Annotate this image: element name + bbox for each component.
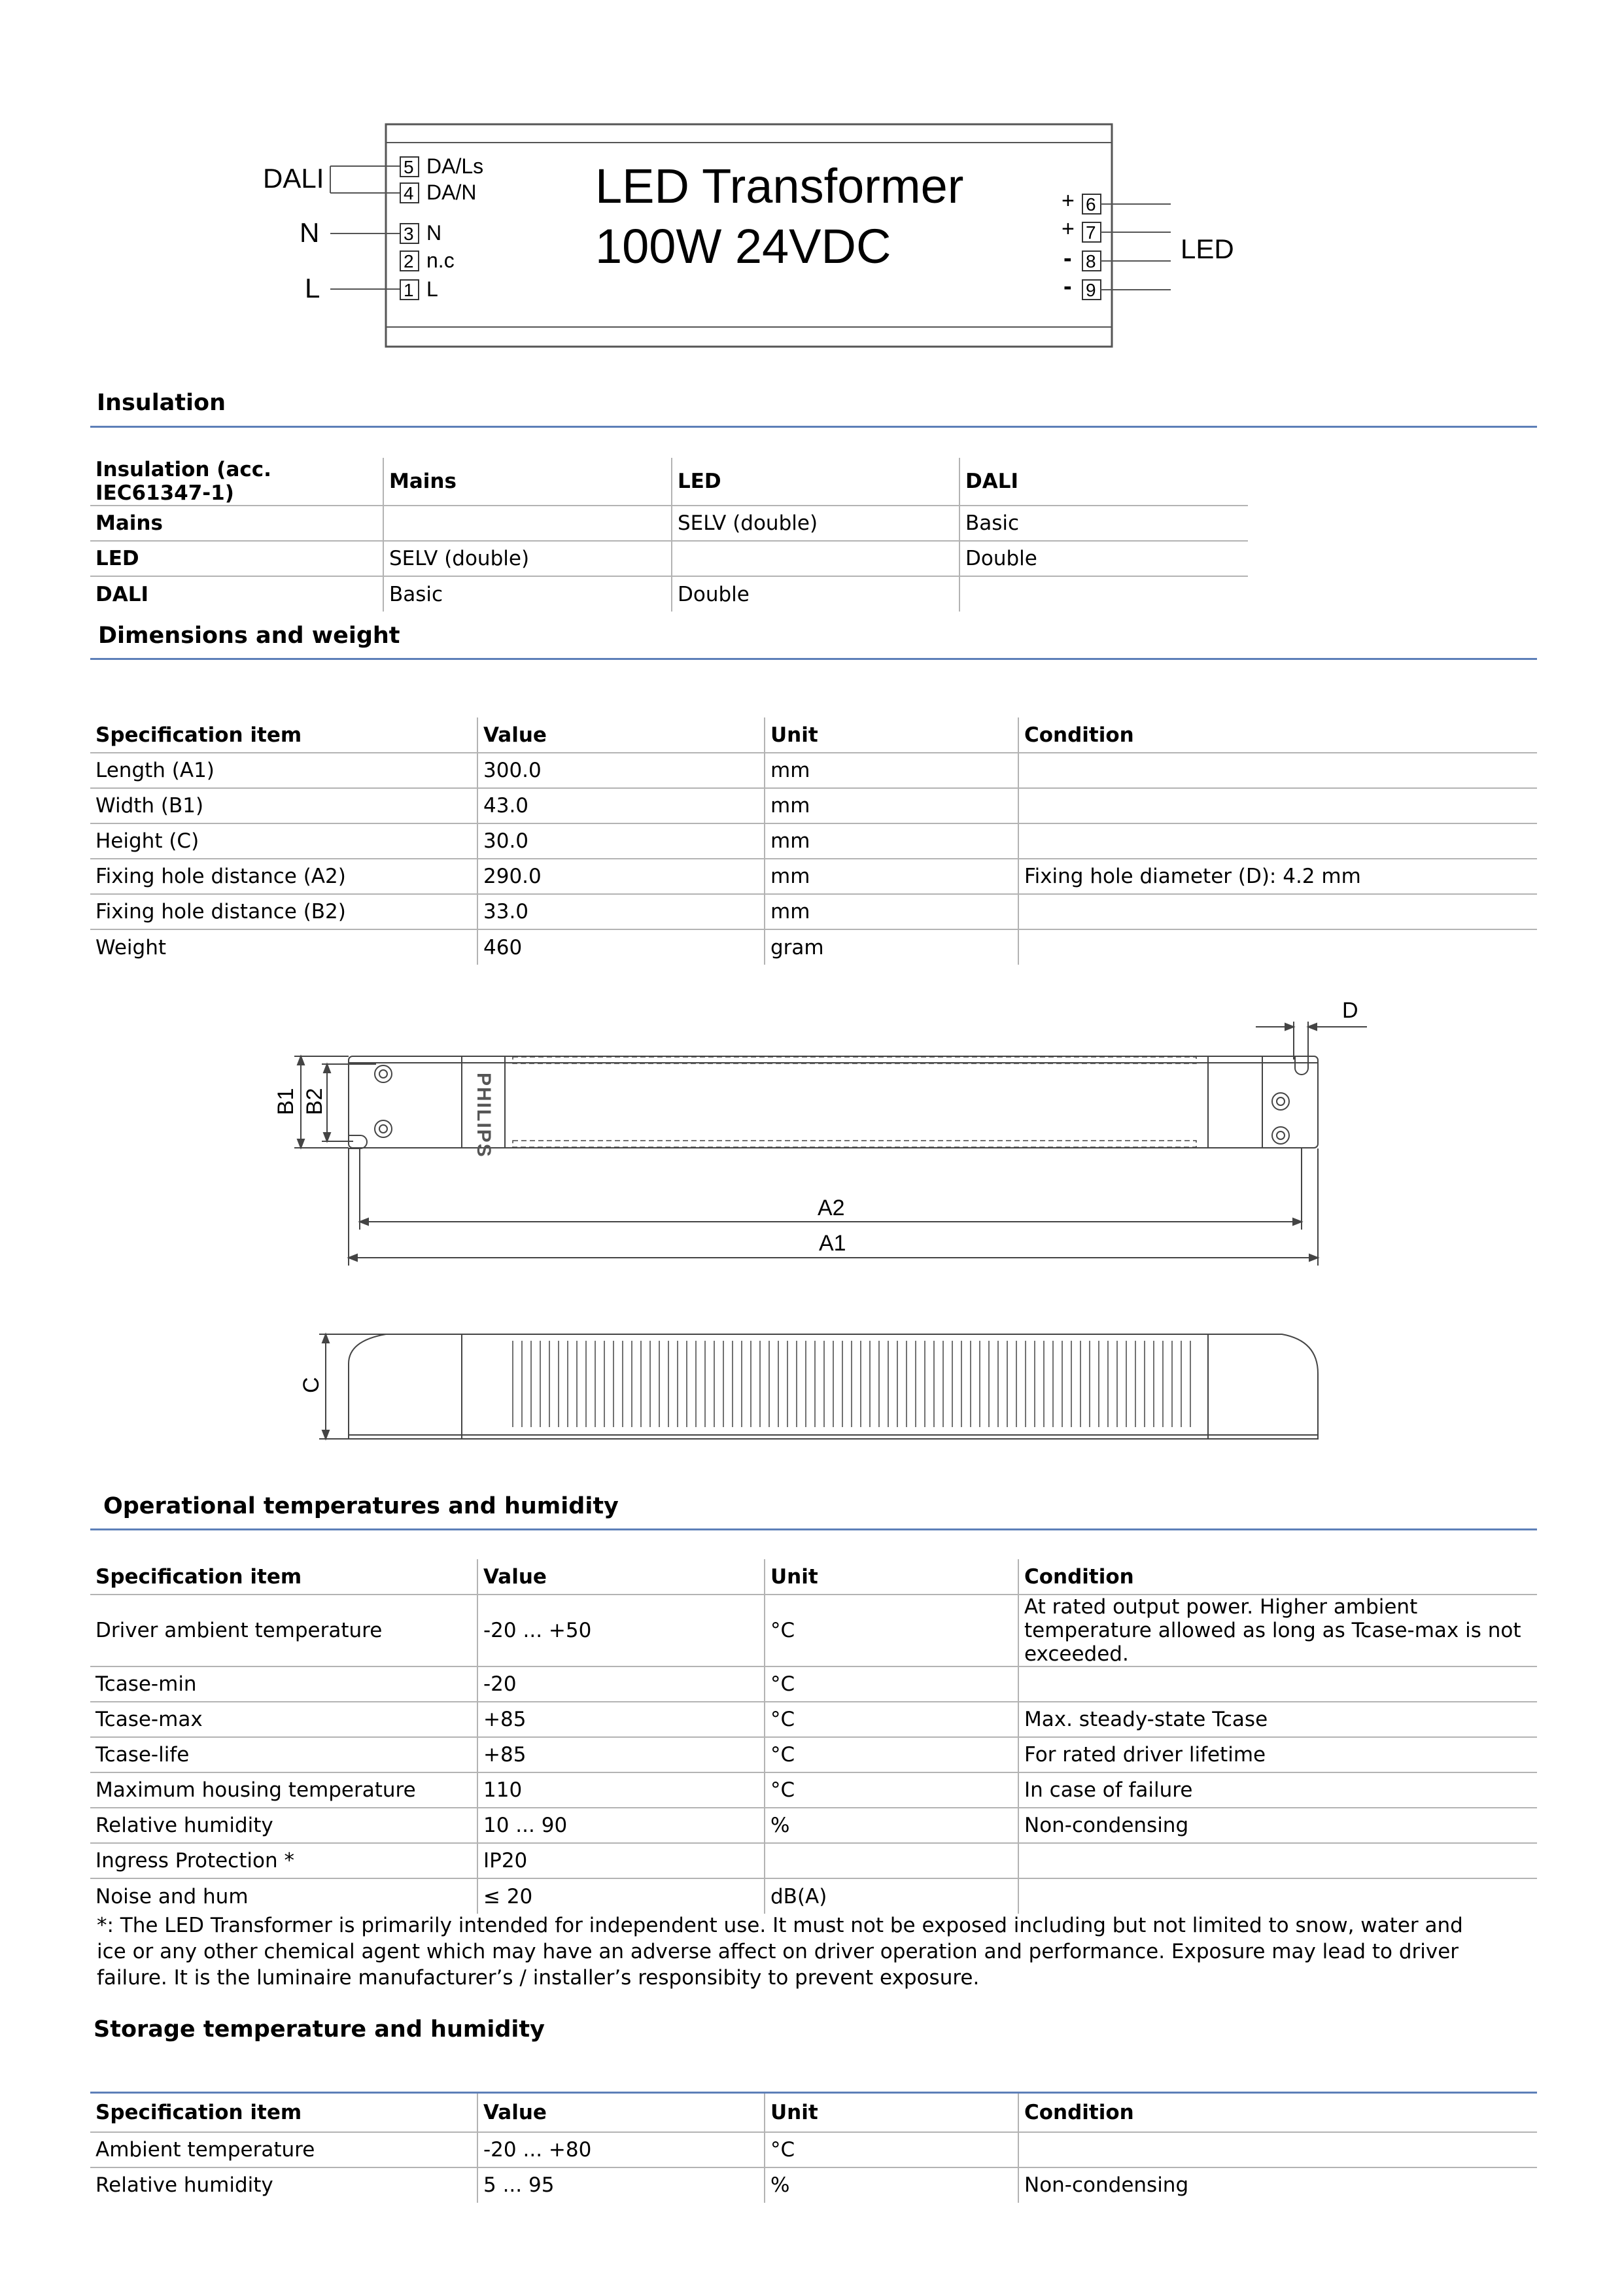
table-row: Driver ambient temperature -20 ... +50 °C At rated output power. Higher ambient temperature allowed as long as Tcase-max is not exceeded. (90, 1595, 1537, 1666)
group-label-dali: DALI (263, 163, 324, 194)
svg-text:1: 1 (404, 280, 414, 300)
pin-label: n.c (426, 249, 455, 272)
group-label-led: LED (1181, 233, 1234, 264)
table-header-row: Specification item Value Unit Condition (90, 1559, 1537, 1595)
svg-text:-: - (1063, 245, 1072, 272)
table-header-row: Insulation (acc. IEC61347-1) Mains LED DALI (90, 458, 1248, 506)
pin-label: DA/N (426, 181, 477, 204)
group-label-n: N (300, 217, 320, 248)
section-rule (90, 426, 1537, 428)
wiring-diagram (249, 111, 1234, 360)
table-row: Height (C) 30.0 mm (90, 823, 1537, 859)
table-row: Maximum housing temperature 110 °C In case of failure (90, 1772, 1537, 1808)
pin-1 (400, 277, 438, 301)
svg-text:9: 9 (1086, 280, 1096, 300)
table-row: LED SELV (double) Double (90, 541, 1248, 576)
operational-table (90, 1559, 1537, 1914)
table-row: Tcase-min -20 °C (90, 1666, 1537, 1702)
table-row: Noise and hum ≤ 20 dB(A) (90, 1878, 1537, 1914)
table-row: Relative humidity 10 ... 90 % Non-condensing (90, 1808, 1537, 1843)
section-rule (90, 658, 1537, 660)
table-row: Tcase-max +85 °C Max. steady-state Tcase (90, 1702, 1537, 1737)
dimension-drawing (262, 988, 1387, 1445)
svg-text:+: + (1062, 188, 1075, 213)
pin-4 (400, 181, 476, 204)
group-label-l: L (305, 273, 320, 303)
table-row: Weight 460 gram (90, 929, 1537, 965)
section-title-storage: Storage temperature and humidity (94, 2016, 545, 2043)
table-row: Mains SELV (double) Basic (90, 506, 1248, 541)
dim-label-b1: B1 (273, 1088, 298, 1115)
table-row: Fixing hole distance (A2) 290.0 mm Fixing hole diameter (D): 4.2 mm (90, 859, 1537, 894)
dim-label-c: C (299, 1377, 324, 1393)
table-row: Relative humidity 5 ... 95 % Non-condensing (90, 2167, 1537, 2203)
section-title-dimensions: Dimensions and weight (98, 623, 400, 649)
insulation-table (90, 458, 1248, 612)
table-header-row: Specification item Value Unit Condition (90, 2093, 1537, 2132)
storage-table (90, 2092, 1537, 2203)
table-row: Ingress Protection * IP20 (90, 1843, 1537, 1878)
table-row: Length (A1) 300.0 mm (90, 753, 1537, 788)
pin-2 (400, 249, 455, 272)
section-rule (90, 1528, 1537, 1530)
ingress-footnote: *: The LED Transformer is primarily intended for independent use. It must not be exposed including but not limited to snow, water and ice or any other chemical agent which may have an adverse affect on driver operation and performance. Exposure may lead to driver failure. It is the luminaire manufacturer’s / installer’s responsibity to prevent exposure. (97, 1914, 1463, 1990)
table-row: DALI Basic Double (90, 576, 1248, 612)
pin-label: DA/Ls (426, 154, 484, 178)
dim-label-b2: B2 (302, 1088, 327, 1115)
brand-logo: PHILIPS (473, 1073, 494, 1158)
svg-text:+: + (1062, 216, 1075, 241)
svg-text:5: 5 (404, 157, 414, 177)
pin-label: L (426, 277, 438, 301)
svg-text:8: 8 (1086, 251, 1096, 271)
table-row: Tcase-life +85 °C For rated driver lifetime (90, 1737, 1537, 1772)
pin-label: N (426, 221, 442, 245)
dim-label-d: D (1342, 998, 1358, 1023)
section-title-insulation: Insulation (97, 390, 226, 416)
table-row: Fixing hole distance (B2) 33.0 mm (90, 894, 1537, 929)
svg-text:4: 4 (404, 183, 414, 203)
dim-label-a1: A1 (819, 1231, 846, 1256)
table-header-row: Specification item Value Unit Condition (90, 717, 1537, 753)
pin-5 (400, 154, 483, 178)
svg-text:6: 6 (1086, 194, 1096, 215)
svg-text:3: 3 (404, 224, 414, 244)
table-row: Width (B1) 43.0 mm (90, 788, 1537, 823)
svg-text:-: - (1063, 273, 1072, 300)
dimensions-table (90, 717, 1537, 965)
svg-text:2: 2 (404, 251, 414, 271)
table-row: Ambient temperature -20 ... +80 °C (90, 2132, 1537, 2167)
transformer-title: LED Transformer (595, 159, 964, 213)
dim-label-a2: A2 (818, 1196, 845, 1220)
section-title-operational: Operational temperatures and humidity (103, 1493, 619, 1519)
transformer-rating: 100W 24VDC (595, 219, 891, 273)
svg-text:7: 7 (1086, 222, 1096, 243)
